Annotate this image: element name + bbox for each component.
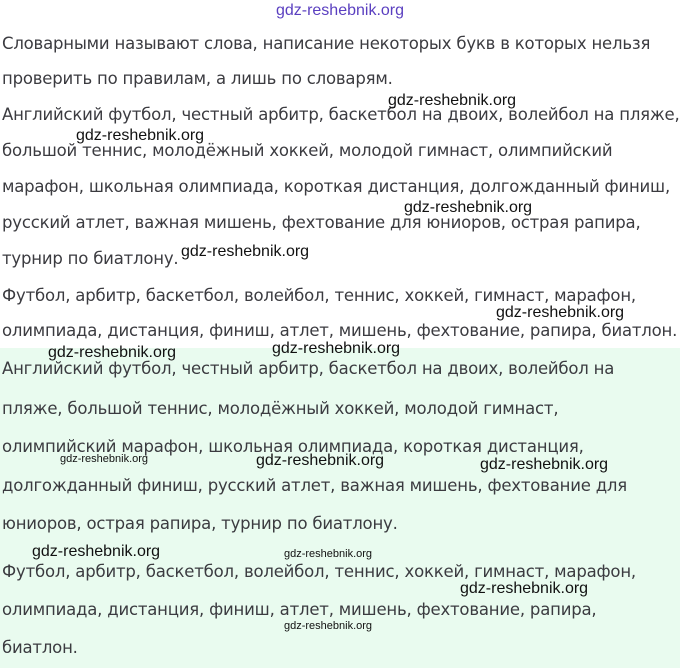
text-line: Футбол, арбитр, баскетбол, волейбол, теннис, хоккей, гимнаст, марафон, <box>2 562 636 581</box>
watermark: gdz-reshebnik.org <box>404 199 533 216</box>
watermark: gdz-reshebnik.org <box>496 304 625 321</box>
watermark: gdz-reshebnik.org <box>181 243 310 260</box>
text-line: проверить по правилам, а лишь по словарям. <box>2 69 393 88</box>
text-line: олимпиада, дистанция, финиш, атлет, мишень, фехтование, рапира, <box>2 600 597 619</box>
watermark: gdz-reshebnik.org <box>76 127 205 144</box>
text-line: биатлон. <box>2 638 78 657</box>
text-line: юниоров, острая рапира, турнир по биатлону. <box>2 514 398 533</box>
site-header-link[interactable]: gdz-reshebnik.org <box>275 2 405 19</box>
watermark: gdz-reshebnik.org <box>48 344 177 361</box>
text-line: долгожданный финиш, русский атлет, важная мишень, фехтование для <box>2 476 628 495</box>
text-line: Английский футбол, честный арбитр, баскетбол на двоих, волейбол на <box>2 359 615 378</box>
text-line: марафон, школьная олимпиада, короткая дистанция, долгожданный финиш, <box>2 177 670 196</box>
text-line: Английский футбол, честный арбитр, баскетбол на двоих, волейбол на пляже, <box>2 105 680 124</box>
text-line: Футбол, арбитр, баскетбол, волейбол, теннис, хоккей, гимнаст, марафон, <box>2 286 636 305</box>
watermark: gdz-reshebnik.org <box>460 580 589 597</box>
watermark: gdz-reshebnik.org <box>32 543 161 560</box>
watermark: gdz-reshebnik.org <box>388 92 517 109</box>
text-line: турнир по биатлону. <box>2 249 179 268</box>
text-line: большой теннис, молодёжный хоккей, молодой гимнаст, олимпийский <box>2 141 613 160</box>
text-line: Словарными называют слова, написание некоторых букв в которых нельзя <box>2 34 651 53</box>
watermark: gdz-reshebnik.org <box>480 456 609 473</box>
watermark: gdz-reshebnik.org <box>272 340 401 357</box>
watermark: gdz-reshebnik.org <box>256 452 385 469</box>
watermark: gdz-reshebnik.org <box>284 620 373 632</box>
text-line: олимпийский марафон, школьная олимпиада, короткая дистанция, <box>2 437 584 456</box>
text-line: пляже, большой теннис, молодёжный хоккей, молодой гимнаст, <box>2 399 559 418</box>
watermark: gdz-reshebnik.org <box>284 548 373 560</box>
text-line: олимпиада, дистанция, финиш, атлет, мишень, фехтование, рапира, биатлон. <box>2 321 678 340</box>
watermark: gdz-reshebnik.org <box>60 453 149 465</box>
text-line: русский атлет, важная мишень, фехтование для юниоров, острая рапира, <box>2 213 641 232</box>
